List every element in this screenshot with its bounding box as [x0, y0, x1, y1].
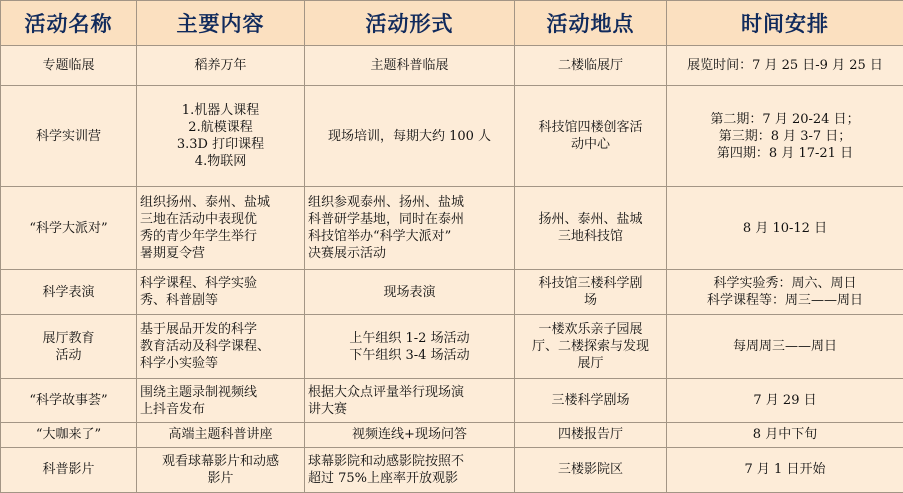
cell-line: 科学实验秀：周六、周日 [713, 276, 857, 292]
header-main-content: 主要内容 [137, 1, 305, 46]
cell-line: 7 月 1 日开始 [744, 462, 826, 478]
cell-name [1, 269, 137, 314]
cell-line: 下午组织 3-4 场活动 [349, 347, 470, 363]
cell-venue [515, 86, 667, 187]
cell-venue [515, 315, 667, 379]
cell-line: 稻养万年 [194, 58, 247, 74]
cell-venue [515, 378, 667, 422]
cell-line: 科普影片 [42, 462, 95, 478]
cell-line: 3.3D 打印课程 [176, 137, 265, 153]
table-row [1, 86, 903, 187]
cell-form [305, 86, 515, 187]
cell-line: 上抖音发布 [140, 401, 206, 417]
cell-venue [515, 46, 667, 86]
cell-content [137, 378, 305, 422]
cell-line: 现场培训，每期大约 100 人 [327, 128, 492, 144]
cell-line: 科学课程等：周三——周日 [706, 293, 863, 309]
cell-line: 科学实训营 [35, 128, 101, 144]
cell-line: “科学大派对” [29, 220, 108, 236]
cell-name [1, 187, 137, 270]
cell-line: 8 月 10-12 日 [742, 220, 828, 236]
cell-line: 超过 75%上座率开放观影 [308, 470, 459, 486]
cell-line: 活动 [55, 347, 82, 363]
cell-content [137, 315, 305, 379]
cell-line: 三地在活动中表现优 [140, 212, 258, 228]
cell-line: 展厅教育 [42, 330, 95, 346]
cell-line: 暑期夏令营 [140, 246, 206, 262]
cell-line: 讲大赛 [308, 401, 348, 417]
cell-line: 科学表演 [42, 284, 95, 300]
cell-line: 观看球幕影片和动感 [161, 453, 279, 469]
cell-line: 组织参观泰州、扬州、盐城 [308, 195, 465, 211]
cell-form [305, 46, 515, 86]
cell-line: 专题临展 [42, 58, 95, 74]
table-row [1, 269, 903, 314]
table-row [1, 315, 903, 379]
cell-time [667, 46, 903, 86]
cell-time [667, 378, 903, 422]
cell-time [667, 423, 903, 447]
cell-line: 三地科技馆 [557, 229, 623, 245]
cell-content [137, 269, 305, 314]
cell-name [1, 378, 137, 422]
cell-line: 根据大众点评量举行现场演 [308, 384, 465, 400]
cell-content [137, 187, 305, 270]
cell-line: 教育活动及科学课程、 [140, 339, 271, 355]
cell-line: 决赛展示活动 [308, 246, 387, 262]
cell-content [137, 447, 305, 492]
cell-line: “科学故事荟” [29, 393, 108, 409]
cell-line: 三楼科学剧场 [551, 393, 630, 409]
cell-line: 展厅 [577, 356, 604, 372]
cell-line: 动中心 [570, 137, 610, 153]
cell-line: 二楼临展厅 [557, 58, 623, 74]
cell-line: 第二期：7 月 20-24 日； [710, 111, 860, 127]
cell-line: 三楼影院区 [557, 462, 623, 478]
cell-content [137, 46, 305, 86]
cell-line: 现场表演 [383, 284, 436, 300]
cell-line: 组织扬州、泰州、盐城 [140, 195, 271, 211]
cell-name [1, 46, 137, 86]
cell-line: 高端主题科普讲座 [168, 427, 273, 443]
cell-line: 科技馆四楼创客活 [538, 120, 643, 136]
cell-line: 球幕影院和动感影院按照不 [308, 453, 465, 469]
cell-line: 每周周三——周日 [732, 339, 837, 355]
cell-line: 科学小实验等 [140, 356, 219, 372]
cell-venue [515, 269, 667, 314]
cell-line: 秀、科普剧等 [140, 293, 219, 309]
cell-venue [515, 187, 667, 270]
cell-line: 场 [583, 293, 597, 309]
cell-line: 2.航模课程 [188, 120, 253, 136]
cell-form [305, 269, 515, 314]
table-row [1, 447, 903, 492]
cell-venue [515, 447, 667, 492]
table-body [1, 46, 903, 493]
table-row [1, 378, 903, 422]
cell-line: 围绕主题录制视频线 [140, 384, 258, 400]
cell-line: 上午组织 1-2 场活动 [349, 330, 470, 346]
cell-line: 主题科普临展 [370, 58, 449, 74]
cell-line: “大咖来了” [35, 427, 102, 443]
cell-line: 厅、二楼探索与发现 [531, 339, 649, 355]
header-activity-form: 活动形式 [305, 1, 515, 46]
cell-time [667, 447, 903, 492]
cell-line: 展览时间：7 月 25 日-9 月 25 日 [687, 58, 883, 74]
cell-name [1, 423, 137, 447]
cell-line: 科技馆三楼科学剧 [538, 276, 643, 292]
cell-form [305, 378, 515, 422]
cell-venue [515, 423, 667, 447]
cell-name [1, 86, 137, 187]
cell-line: 视频连线+现场问答 [352, 427, 467, 443]
cell-line: 秀的青少年学生举行 [140, 229, 258, 245]
cell-time [667, 86, 903, 187]
cell-line: 影片 [207, 470, 234, 486]
cell-line: 4.物联网 [194, 154, 247, 170]
header-activity-name: 活动名称 [1, 1, 137, 46]
cell-line: 第三期：8 月 3-7 日； [718, 128, 852, 144]
cell-line: 8 月中下旬 [752, 427, 818, 443]
cell-line: 7 月 29 日 [753, 393, 817, 409]
header-schedule: 时间安排 [667, 1, 903, 46]
cell-time [667, 269, 903, 314]
cell-line: 一楼欢乐亲子园展 [538, 322, 643, 338]
cell-line: 科学课程、科学实验 [140, 276, 258, 292]
cell-content [137, 86, 305, 187]
cell-line: 科技馆举办“科学大派对” [308, 229, 452, 245]
table-row [1, 46, 903, 86]
header-row [1, 1, 903, 46]
cell-time [667, 315, 903, 379]
cell-form [305, 187, 515, 270]
cell-form [305, 315, 515, 379]
cell-line: 四楼报告厅 [557, 427, 623, 443]
cell-line: 1.机器人课程 [181, 103, 260, 119]
cell-line: 基于展品开发的科学 [140, 322, 258, 338]
cell-line: 第四期：8 月 17-21 日 [716, 145, 854, 161]
cell-line: 扬州、泰州、盐城 [538, 212, 643, 228]
table-row [1, 187, 903, 270]
table-row [1, 423, 903, 447]
cell-content [137, 423, 305, 447]
cell-line: 科普研学基地，同时在泰州 [308, 212, 465, 228]
header-activity-venue: 活动地点 [515, 1, 667, 46]
cell-time [667, 187, 903, 270]
cell-form [305, 423, 515, 447]
cell-name [1, 447, 137, 492]
cell-form [305, 447, 515, 492]
cell-name [1, 315, 137, 379]
